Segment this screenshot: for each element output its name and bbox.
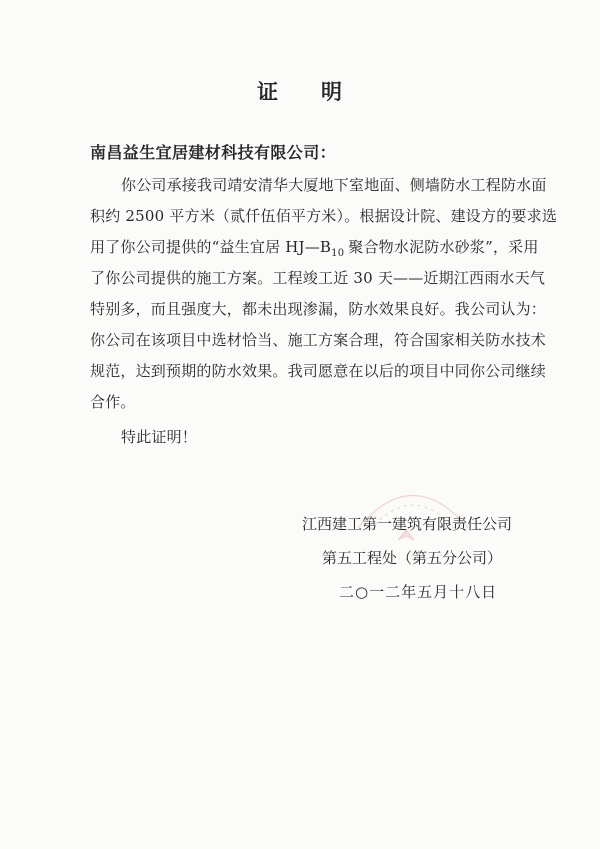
product-subscript: 10: [331, 248, 345, 259]
body-line-6: 你公司在该项目中选材恰当、施工方案合理，符合国家相关防水技术: [90, 331, 547, 349]
product-name-suffix: 聚合物水泥防水砂浆”，采用: [348, 238, 539, 256]
signature-company: 江西建工第一建筑有限责任公司: [302, 515, 513, 533]
title-char-2: 明: [321, 79, 343, 104]
body-line-3: [90, 236, 539, 259]
recipient-line: 南昌益生宜居建材科技有限公司：: [90, 143, 337, 162]
title-char-1: 证: [257, 79, 279, 104]
document-title: [0, 76, 600, 106]
closing-line: 特此证明！: [121, 428, 198, 446]
signature-date: 二○一二年五月十八日: [339, 583, 498, 601]
body-line-4: 了你公司提供的施工方案。工程竣工近 30 天——近期江西雨水天气: [90, 269, 546, 287]
body-line-8: 合作。: [90, 393, 136, 411]
signature-division: 第五工程处（第五分公司）: [322, 549, 503, 567]
body-line-7: 规范，达到预期的防水效果。我司愿意在以后的项目中同你公司继续: [90, 362, 547, 380]
body-line-2: 积约 2500 平方米（贰仟伍佰平方米）。根据设计院、建设方的要求选: [90, 207, 558, 225]
body-line-1: 你公司承接我司靖安清华大厦地下室地面、侧墙防水工程防水面: [121, 176, 547, 194]
body-line-5: 特别多，而且强度大，都未出现渗漏，防水效果良好。我公司认为：: [90, 300, 547, 318]
product-name-prefix: 用了你公司提供的“益生宜居 HJ—B: [90, 238, 332, 256]
